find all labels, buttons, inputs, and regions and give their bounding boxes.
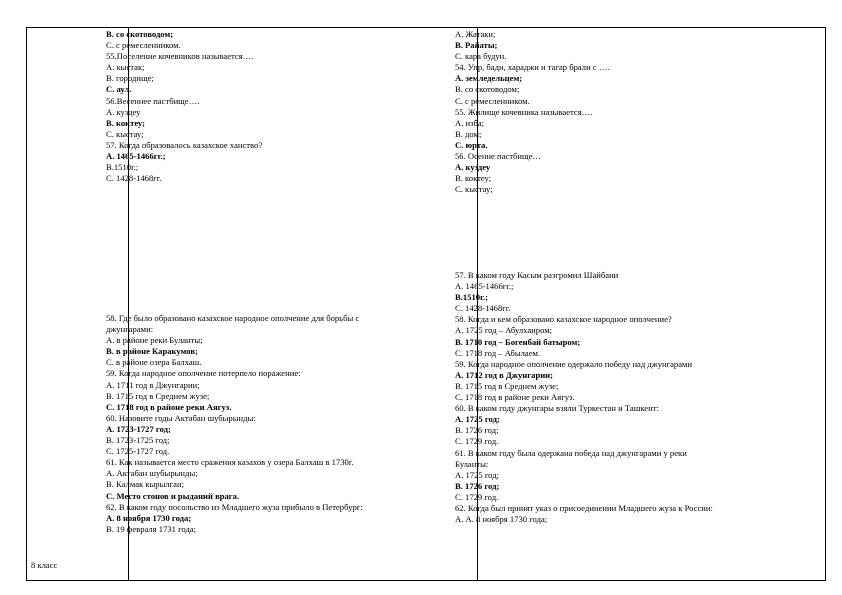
question-line: 55. Жилище кочевника называется…. [455,106,593,117]
question-line: А. 1711 год в Джунгарии; [106,379,200,390]
question-line: С. с ремесленником. [455,95,530,106]
question-line: 56. Осенне пастбище… [455,151,541,162]
question-line: джунгарами: [106,324,154,335]
question-line: 58. Когда и кем образовано казахское народное ополчение? [455,314,672,325]
left-column-top [106,29,262,184]
question-line: А. 8 ноября 1730 года; [106,512,192,523]
question-line: В. 1710 год – Богенбай батыром; [455,336,581,347]
question-line: В. 1723-1725 год; [106,435,170,446]
question-line: А. куздеу [455,162,491,173]
question-line: В. 1715 год в Среднем жузе; [106,390,210,401]
question-line: А. в районе реки Буланты; [106,335,203,346]
question-line: 60. Назовите годы Актабан шубырынды: [106,412,256,423]
question-line: А. Актабан шубырынды; [106,468,198,479]
question-line: А. 1725 год – Абулхаиром; [455,325,553,336]
question-line: А. куздеу [106,106,141,117]
question-line: А. 1465-1466гг.; [455,281,514,292]
question-line: А. 1712 год в Джунгарии; [455,369,553,380]
question-line: В. 19 февраля 1731 года; [106,523,197,534]
question-line: 61. В каком году была одержана победа над джунгарами у реки [455,447,687,458]
question-line: В.1510г.; [106,162,139,173]
question-line: А. кыстак; [106,62,145,73]
question-line: 57. В каком году Касым разгромил Шайбани [455,270,619,280]
question-line: В. 1715 год в Среднем жузе; [455,380,559,391]
question-line: 55.Поселение кочевников называется…. [106,51,254,62]
right-column-top [455,29,610,195]
question-line: В. 1726 год; [455,480,500,491]
question-line: В. 1726 год; [455,425,499,436]
question-line: В. Райаты; [455,40,498,51]
question-line: 60. В каком году джунгары взяли Туркестан и Ташкент: [455,403,659,414]
question-line: В. дом; [455,128,482,139]
question-line: В. со скотоводом; [455,84,520,95]
question-line: 58. Где было образовано казахское народное ополчение для борьбы с [106,313,360,323]
left-column-bottom [106,313,363,535]
grade-label: 8 класс [31,560,58,570]
question-line: В.1510г.; [455,292,489,303]
question-line: А. 1725 год; [455,414,500,425]
question-line: С. 1718 год – Абылаем. [455,347,541,358]
question-line: А. 1723-1727 год; [106,423,171,434]
question-line: В. городище; [106,73,154,84]
question-line: С. 1428-1468гг. [106,173,162,184]
question-line: А. Жатаки; [455,29,496,39]
question-line: С. с ремесленником. [106,40,181,51]
question-line: 54. Упр, бади, хараджи и тагар брали с …. [455,62,610,73]
question-line: С. кыстау; [455,184,493,195]
question-line: А. А. 8 ноября 1730 года; [455,514,548,525]
question-line: А. 1465-1466гг.; [106,151,166,162]
question-line: 62. Когда был принят указ о присоединении Младшего жуза к России: [455,502,713,513]
right-column-bottom [455,270,713,525]
question-line: В. коктеу; [455,173,492,184]
question-line: 61. Как называется место сражения казахов у озера Балхаш в 1730г. [106,457,354,468]
question-line: С. в районе озера Балхаш. [106,357,202,368]
question-line: 59. Когда народное ополчение одержало победу над джунгарами [455,358,693,369]
question-line: С. юрта. [455,139,488,150]
question-line: С. Место стонов и рыданий врага. [106,490,240,501]
question-line: 62. В каком году посольство из Младшего жуза прибыло в Петербург: [106,501,363,512]
question-line: 56.Весеннее пастбище…. [106,95,200,106]
question-line: С. кара будун. [455,51,507,62]
question-line: А. изба; [455,117,485,128]
question-line: 59. Когда народное ополчение потерпело поражение: [106,368,301,379]
question-line: С. 1718 год в районе реки Аягуз. [455,392,575,403]
question-line: В. Калмак кырылган; [106,479,184,490]
question-line: А. земледельцем; [455,73,523,84]
question-line: Буланты: [455,458,489,469]
question-line: С. 1718 год в районе реки Аягуз. [106,401,232,412]
question-line: 57. Когда образовалось казахское ханство? [106,139,263,150]
question-line: А. 1725 год; [455,469,499,480]
question-line: С. 1428-1468гг. [455,303,511,314]
question-line: С. аул. [106,84,132,95]
question-line: С. кыстау; [106,128,144,139]
question-line: С. 1725-1727 год. [106,446,170,457]
question-line: В. коктеу; [106,117,145,128]
question-line: В. со скотоводом; [106,29,174,39]
question-line: В. в районе Каракумов; [106,346,198,357]
question-line: С. 1729 год. [455,491,499,502]
question-line: С. 1729 год. [455,436,499,447]
